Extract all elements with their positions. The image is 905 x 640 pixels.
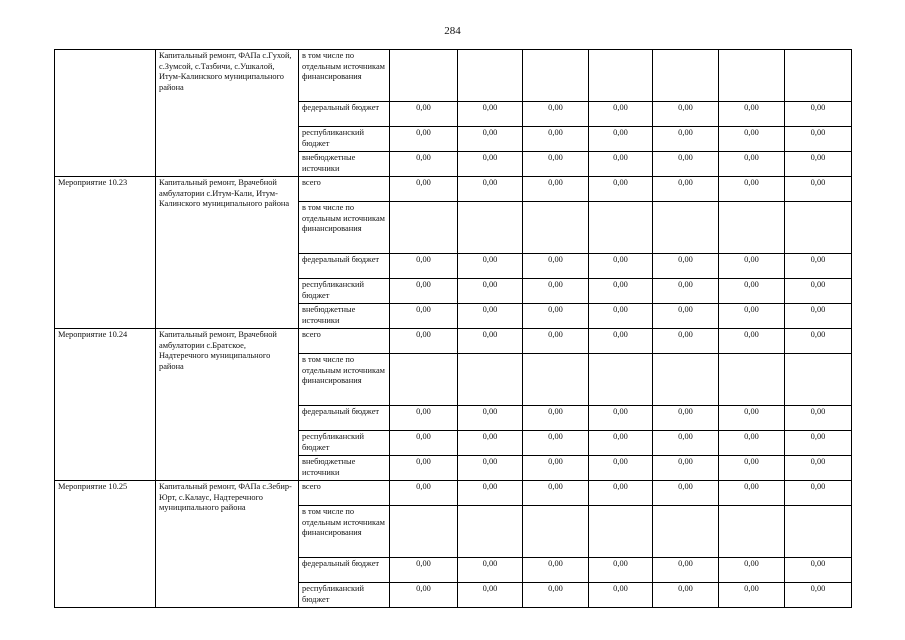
amount-cell: 0,00 bbox=[785, 558, 852, 583]
amount-cell: 0,00 bbox=[785, 254, 852, 279]
funding-source-cell: внебюджетные источники bbox=[299, 456, 390, 481]
amount-cell bbox=[589, 354, 653, 406]
funding-source-cell: в том числе по отдельным источникам финансирования bbox=[299, 506, 390, 558]
amount-cell bbox=[390, 202, 458, 254]
amount-cell: 0,00 bbox=[390, 456, 458, 481]
description-cell: Капитальный ремонт, Врачебной амбулатории с.Итум-Кали, Итум-Калинского муниципального района bbox=[156, 177, 299, 329]
amount-cell: 0,00 bbox=[589, 431, 653, 456]
amount-cell: 0,00 bbox=[458, 177, 523, 202]
table-row bbox=[55, 50, 852, 102]
amount-cell: 0,00 bbox=[390, 583, 458, 608]
amount-cell: 0,00 bbox=[785, 481, 852, 506]
amount-cell: 0,00 bbox=[458, 254, 523, 279]
amount-cell bbox=[523, 50, 589, 102]
amount-cell: 0,00 bbox=[523, 279, 589, 304]
amount-cell: 0,00 bbox=[589, 102, 653, 127]
amount-cell: 0,00 bbox=[390, 558, 458, 583]
amount-cell: 0,00 bbox=[523, 329, 589, 354]
amount-cell bbox=[653, 202, 719, 254]
amount-cell: 0,00 bbox=[390, 152, 458, 177]
amount-cell: 0,00 bbox=[719, 254, 785, 279]
amount-cell: 0,00 bbox=[653, 254, 719, 279]
amount-cell: 0,00 bbox=[390, 481, 458, 506]
amount-cell: 0,00 bbox=[523, 127, 589, 152]
funding-table bbox=[54, 49, 852, 608]
description-cell: Капитальный ремонт, ФАПа с.Гухой, с.Зумсой, с.Тазбичи, с.Ушкалой, Итум-Калинского муниципального района bbox=[156, 50, 299, 177]
amount-cell: 0,00 bbox=[458, 102, 523, 127]
funding-source-cell: федеральный бюджет bbox=[299, 254, 390, 279]
funding-source-cell: внебюджетные источники bbox=[299, 152, 390, 177]
amount-cell bbox=[653, 354, 719, 406]
amount-cell: 0,00 bbox=[458, 127, 523, 152]
amount-cell: 0,00 bbox=[458, 583, 523, 608]
amount-cell: 0,00 bbox=[785, 127, 852, 152]
amount-cell: 0,00 bbox=[653, 456, 719, 481]
amount-cell: 0,00 bbox=[589, 279, 653, 304]
amount-cell: 0,00 bbox=[785, 583, 852, 608]
amount-cell: 0,00 bbox=[523, 304, 589, 329]
amount-cell bbox=[390, 506, 458, 558]
amount-cell: 0,00 bbox=[458, 431, 523, 456]
amount-cell: 0,00 bbox=[719, 481, 785, 506]
amount-cell bbox=[653, 506, 719, 558]
description-cell: Капитальный ремонт, ФАПа с.Зебир-Юрт, с.Калаус, Надтеречного муниципального района bbox=[156, 481, 299, 608]
amount-cell: 0,00 bbox=[390, 431, 458, 456]
amount-cell: 0,00 bbox=[719, 177, 785, 202]
amount-cell bbox=[523, 354, 589, 406]
amount-cell: 0,00 bbox=[719, 431, 785, 456]
amount-cell: 0,00 bbox=[653, 177, 719, 202]
amount-cell bbox=[785, 50, 852, 102]
amount-cell: 0,00 bbox=[390, 304, 458, 329]
amount-cell: 0,00 bbox=[589, 127, 653, 152]
amount-cell: 0,00 bbox=[589, 152, 653, 177]
page-number: 284 bbox=[444, 25, 461, 37]
amount-cell: 0,00 bbox=[458, 279, 523, 304]
amount-cell bbox=[719, 202, 785, 254]
amount-cell: 0,00 bbox=[653, 558, 719, 583]
table-row bbox=[55, 481, 852, 506]
amount-cell: 0,00 bbox=[653, 102, 719, 127]
amount-cell: 0,00 bbox=[653, 431, 719, 456]
measure-cell: Мероприятие 10.23 bbox=[55, 177, 156, 329]
amount-cell: 0,00 bbox=[785, 456, 852, 481]
amount-cell: 0,00 bbox=[719, 152, 785, 177]
amount-cell bbox=[719, 354, 785, 406]
amount-cell: 0,00 bbox=[589, 304, 653, 329]
amount-cell bbox=[523, 202, 589, 254]
measure-cell bbox=[55, 50, 156, 177]
amount-cell: 0,00 bbox=[653, 152, 719, 177]
amount-cell: 0,00 bbox=[653, 406, 719, 431]
amount-cell: 0,00 bbox=[589, 177, 653, 202]
amount-cell: 0,00 bbox=[458, 456, 523, 481]
amount-cell: 0,00 bbox=[523, 558, 589, 583]
funding-source-cell: всего bbox=[299, 481, 390, 506]
amount-cell: 0,00 bbox=[719, 127, 785, 152]
amount-cell bbox=[785, 354, 852, 406]
amount-cell: 0,00 bbox=[785, 102, 852, 127]
amount-cell: 0,00 bbox=[390, 127, 458, 152]
funding-source-cell: в том числе по отдельным источникам финансирования bbox=[299, 354, 390, 406]
funding-source-cell: республиканский бюджет bbox=[299, 583, 390, 608]
amount-cell: 0,00 bbox=[719, 406, 785, 431]
amount-cell: 0,00 bbox=[785, 431, 852, 456]
amount-cell: 0,00 bbox=[719, 583, 785, 608]
amount-cell: 0,00 bbox=[719, 102, 785, 127]
amount-cell: 0,00 bbox=[589, 558, 653, 583]
amount-cell: 0,00 bbox=[523, 431, 589, 456]
amount-cell: 0,00 bbox=[653, 127, 719, 152]
amount-cell bbox=[390, 354, 458, 406]
amount-cell: 0,00 bbox=[390, 329, 458, 354]
amount-cell: 0,00 bbox=[719, 558, 785, 583]
amount-cell bbox=[589, 50, 653, 102]
amount-cell: 0,00 bbox=[589, 254, 653, 279]
funding-source-cell: всего bbox=[299, 329, 390, 354]
table-row bbox=[55, 329, 852, 354]
amount-cell bbox=[653, 50, 719, 102]
amount-cell: 0,00 bbox=[653, 329, 719, 354]
amount-cell: 0,00 bbox=[390, 406, 458, 431]
amount-cell: 0,00 bbox=[785, 177, 852, 202]
amount-cell: 0,00 bbox=[589, 329, 653, 354]
amount-cell: 0,00 bbox=[523, 254, 589, 279]
table-body bbox=[55, 50, 852, 608]
amount-cell: 0,00 bbox=[785, 406, 852, 431]
funding-source-cell: республиканский бюджет bbox=[299, 127, 390, 152]
amount-cell: 0,00 bbox=[719, 279, 785, 304]
funding-source-cell: внебюджетные источники bbox=[299, 304, 390, 329]
amount-cell: 0,00 bbox=[653, 481, 719, 506]
amount-cell: 0,00 bbox=[458, 406, 523, 431]
amount-cell: 0,00 bbox=[589, 583, 653, 608]
funding-source-cell: в том числе по отдельным источникам финансирования bbox=[299, 202, 390, 254]
amount-cell: 0,00 bbox=[523, 583, 589, 608]
amount-cell: 0,00 bbox=[523, 406, 589, 431]
amount-cell: 0,00 bbox=[589, 456, 653, 481]
amount-cell: 0,00 bbox=[458, 304, 523, 329]
amount-cell: 0,00 bbox=[589, 406, 653, 431]
amount-cell: 0,00 bbox=[719, 456, 785, 481]
amount-cell: 0,00 bbox=[523, 177, 589, 202]
amount-cell bbox=[589, 506, 653, 558]
amount-cell bbox=[523, 506, 589, 558]
amount-cell bbox=[785, 506, 852, 558]
funding-source-cell: в том числе по отдельным источникам финансирования bbox=[299, 50, 390, 102]
amount-cell: 0,00 bbox=[653, 279, 719, 304]
amount-cell: 0,00 bbox=[458, 558, 523, 583]
funding-source-cell: федеральный бюджет bbox=[299, 558, 390, 583]
amount-cell: 0,00 bbox=[785, 279, 852, 304]
amount-cell: 0,00 bbox=[785, 152, 852, 177]
funding-source-cell: всего bbox=[299, 177, 390, 202]
amount-cell: 0,00 bbox=[785, 304, 852, 329]
amount-cell bbox=[458, 50, 523, 102]
amount-cell: 0,00 bbox=[458, 152, 523, 177]
amount-cell: 0,00 bbox=[523, 102, 589, 127]
amount-cell bbox=[719, 50, 785, 102]
funding-source-cell: федеральный бюджет bbox=[299, 102, 390, 127]
description-cell: Капитальный ремонт, Врачебной амбулатории с.Братское, Надтеречного муниципального района bbox=[156, 329, 299, 481]
amount-cell: 0,00 bbox=[390, 102, 458, 127]
amount-cell bbox=[458, 202, 523, 254]
amount-cell: 0,00 bbox=[653, 583, 719, 608]
amount-cell: 0,00 bbox=[589, 481, 653, 506]
amount-cell bbox=[458, 354, 523, 406]
measure-cell: Мероприятие 10.25 bbox=[55, 481, 156, 608]
table-row bbox=[55, 177, 852, 202]
measure-cell: Мероприятие 10.24 bbox=[55, 329, 156, 481]
amount-cell bbox=[589, 202, 653, 254]
amount-cell bbox=[390, 50, 458, 102]
amount-cell: 0,00 bbox=[785, 329, 852, 354]
amount-cell: 0,00 bbox=[523, 481, 589, 506]
amount-cell: 0,00 bbox=[390, 254, 458, 279]
amount-cell: 0,00 bbox=[719, 329, 785, 354]
funding-source-cell: республиканский бюджет bbox=[299, 279, 390, 304]
amount-cell bbox=[785, 202, 852, 254]
amount-cell: 0,00 bbox=[523, 152, 589, 177]
amount-cell: 0,00 bbox=[390, 279, 458, 304]
amount-cell: 0,00 bbox=[390, 177, 458, 202]
amount-cell: 0,00 bbox=[458, 329, 523, 354]
amount-cell bbox=[719, 506, 785, 558]
amount-cell: 0,00 bbox=[458, 481, 523, 506]
amount-cell: 0,00 bbox=[523, 456, 589, 481]
funding-source-cell: республиканский бюджет bbox=[299, 431, 390, 456]
amount-cell: 0,00 bbox=[719, 304, 785, 329]
funding-source-cell: федеральный бюджет bbox=[299, 406, 390, 431]
amount-cell: 0,00 bbox=[653, 304, 719, 329]
amount-cell bbox=[458, 506, 523, 558]
